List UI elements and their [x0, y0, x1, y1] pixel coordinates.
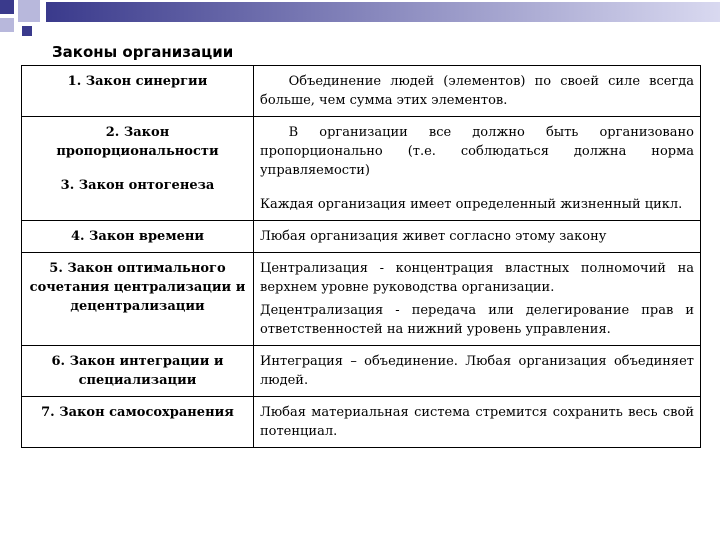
law-name-cell [22, 117, 254, 221]
law-description-cell [254, 117, 701, 221]
table-row [22, 253, 701, 346]
law-description: Любая материальная система стремится сохранить весь свой потенциал. [254, 397, 701, 448]
law-description: Любая организация живет согласно этому закону [254, 221, 701, 253]
table-row [22, 346, 701, 397]
law-description: Каждая организация имеет определенный жизненный цикл. [260, 197, 683, 212]
law-description: Интеграция – объединение. Любая организация объединяет людей. [254, 346, 701, 397]
law-description: Централизация - концентрация властных полномочий на верхнем уровне руководства организации. [260, 261, 694, 295]
law-name: 3. Закон онтогенеза [60, 178, 215, 193]
law-name: 1. Закон синергии [22, 66, 254, 117]
laws-table [21, 65, 701, 448]
law-description-cell [254, 253, 701, 346]
law-description: В организации все должно быть организовано пропорционально (т.е. соблюдаться должна норма управляемости) [260, 125, 694, 178]
law-name: 5. Закон оптимального сочетания централизации и децентрализации [22, 253, 254, 346]
page-title: Законы организации [52, 43, 234, 61]
law-name: 2. Закон пропорциональности [56, 125, 219, 159]
table-row [22, 397, 701, 448]
law-name: 4. Закон времени [22, 221, 254, 253]
table-row [22, 117, 701, 221]
law-name: 7. Закон самосохранения [22, 397, 254, 448]
header-decoration [0, 0, 720, 42]
table-row [22, 221, 701, 253]
law-description: Децентрализация - передача или делегирование прав и ответственностей на нижний уровень управления. [260, 303, 694, 337]
law-name: 6. Закон интеграции и специализации [22, 346, 254, 397]
law-description: Объединение людей (элементов) по своей силе всегда больше, чем сумма этих элементов. [254, 66, 701, 117]
table-row [22, 66, 701, 117]
